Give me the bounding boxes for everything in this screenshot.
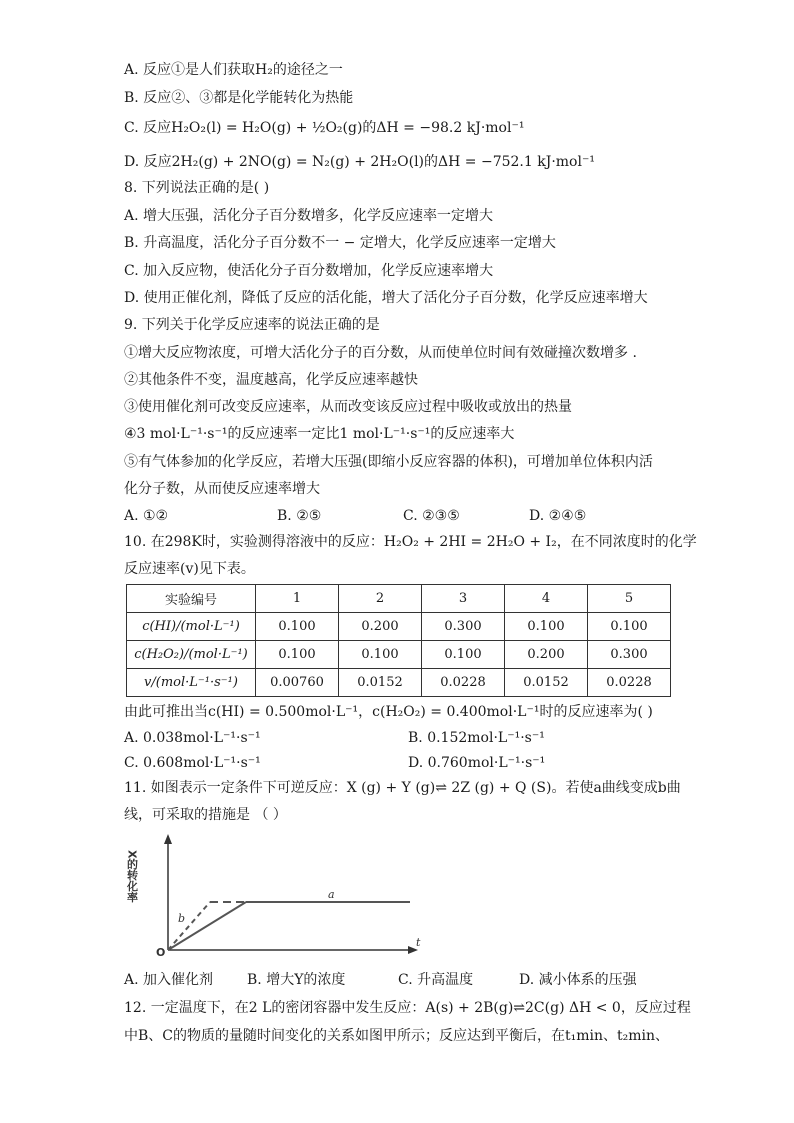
q8-option-c: C. 加入反应物，使活化分子百分数增加，化学反应速率增大 <box>124 263 494 279</box>
table-row <box>127 613 671 641</box>
table-cell: 0.100 <box>256 613 339 641</box>
table-cell: 0.0228 <box>422 669 505 697</box>
q11-choice-a: A. 加入催化剂 <box>124 972 214 988</box>
table-header-cell: 3 <box>422 585 505 613</box>
table-cell: 0.300 <box>588 641 671 669</box>
table-header-cell: 2 <box>339 585 422 613</box>
q9-choice-a: A. ①② <box>124 508 169 524</box>
q12-stem: 12. 一定温度下，在2 L的密闭容器中发生反应：A(s) + 2B(g)⇌2C(g) ΔH < 0，反应过程 <box>124 1000 691 1016</box>
conversion-graph <box>125 830 428 965</box>
q7-option-c: C. 反应H₂O₂(l) = H₂O(g) + ½O₂(g)的ΔH = −98.2 kJ·mol⁻¹ <box>124 120 525 136</box>
q9-choice-d: D. ②④⑤ <box>529 508 587 524</box>
table-cell: 0.00760 <box>256 669 339 697</box>
origin-label: O <box>156 946 166 959</box>
q9-choice-c: C. ②③⑤ <box>403 508 460 524</box>
q10-stem: 10. 在298K时，实验测得溶液中的反应：H₂O₂ + 2HI = 2H₂O + I₂，在不同浓度时的化学 <box>124 534 697 550</box>
q9-stem: 9. 下列关于化学反应速率的说法正确的是 <box>124 317 380 333</box>
q10-choice-b: B. 0.152mol·L⁻¹·s⁻¹ <box>408 730 545 746</box>
table-header-cell: 实验编号 <box>127 585 256 613</box>
table-header-cell: 5 <box>588 585 671 613</box>
q8-option-a: A. 增大压强，活化分子百分数增多，化学反应速率一定增大 <box>124 208 494 224</box>
q9-statement-5: ⑤有气体参加的化学反应，若增大压强(即缩小反应容器的体积)，可增加单位体积内活 <box>124 454 653 470</box>
q10-choice-a: A. 0.038mol·L⁻¹·s⁻¹ <box>124 730 261 746</box>
y-axis-label: X的转化率 <box>125 850 139 903</box>
q7-option-b: B. 反应②、③都是化学能转化为热能 <box>124 90 354 106</box>
curve-a-rise <box>168 902 246 950</box>
q8-option-d: D. 使用正催化剂，降低了反应的活化能，增大了活化分子百分数，化学反应速率增大 <box>124 290 648 306</box>
curve-a-label: a <box>328 888 335 901</box>
q9-choice-b: B. ②⑤ <box>277 508 322 524</box>
table-cell: 0.100 <box>256 641 339 669</box>
table-cell: 0.100 <box>505 613 588 641</box>
table-row-label: v/(mol·L⁻¹·s⁻¹) <box>127 669 256 697</box>
table-cell: 0.200 <box>505 641 588 669</box>
q9-statement-2: ②其他条件不变，温度越高，化学反应速率越快 <box>124 372 418 388</box>
table-row-label: c(HI)/(mol·L⁻¹) <box>127 613 256 641</box>
curve-b-label: b <box>178 912 186 925</box>
q11-stem: 11. 如图表示一定条件下可逆反应：X (g) + Y (g)⇌ 2Z (g) + Q (S)。若使a曲线变成b曲 <box>124 780 681 796</box>
table-cell: 0.200 <box>339 613 422 641</box>
table-row-label: c(H₂O₂)/(mol·L⁻¹) <box>127 641 256 669</box>
table-cell: 0.100 <box>339 641 422 669</box>
q10-stem-cont: 反应速率(v)见下表。 <box>124 561 255 577</box>
q11-choice-d: D. 减小体系的压强 <box>519 972 637 988</box>
q9-statement-4: ④3 mol·L⁻¹·s⁻¹的反应速率一定比1 mol·L⁻¹·s⁻¹的反应速率大 <box>124 426 515 442</box>
q7-option-a: A. 反应①是人们获取H₂的途径之一 <box>124 62 343 78</box>
table-header-cell: 4 <box>505 585 588 613</box>
q9-statement-1: ①增大反应物浓度，可增大活化分子的百分数，从而使单位时间有效碰撞次数增多 . <box>124 345 637 361</box>
q8-option-b: B. 升高温度，活化分子百分数不一 − 定增大，化学反应速率一定增大 <box>124 235 556 251</box>
q11-stem-cont: 线，可采取的措施是 （ ） <box>124 807 287 823</box>
table-row <box>127 585 671 613</box>
q12-stem-cont: 中B、C的物质的量随时间变化的关系如图甲所示；反应达到平衡后，在t₁min、t₂min、 <box>124 1028 670 1044</box>
q11-choice-b: B. 增大Y的浓度 <box>247 972 346 988</box>
table-cell: 0.100 <box>422 641 505 669</box>
table-cell: 0.0152 <box>505 669 588 697</box>
x-axis-label: t <box>416 936 421 949</box>
q7-option-d: D. 反应2H₂(g) + 2NO(g) = N₂(g) + 2H₂O(l)的ΔH = −752.1 kJ·mol⁻¹ <box>124 154 595 170</box>
q9-statement-5-cont: 化分子数，从而使反应速率增大 <box>124 481 320 497</box>
table-header-cell: 1 <box>256 585 339 613</box>
q11-choice-c: C. 升高温度 <box>398 972 474 988</box>
rate-table <box>126 584 671 697</box>
q10-choice-d: D. 0.760mol·L⁻¹·s⁻¹ <box>408 755 546 771</box>
q10-question: 由此可推出当c(HI) = 0.500mol·L⁻¹，c(H₂O₂) = 0.400mol·L⁻¹时的反应速率为( ) <box>124 704 653 720</box>
table-cell: 0.0152 <box>339 669 422 697</box>
q10-choice-c: C. 0.608mol·L⁻¹·s⁻¹ <box>124 755 261 771</box>
table-cell: 0.300 <box>422 613 505 641</box>
table-row <box>127 669 671 697</box>
table-row <box>127 641 671 669</box>
table-cell: 0.100 <box>588 613 671 641</box>
q9-statement-3: ③使用催化剂可改变反应速率，从而改变该反应过程中吸收或放出的热量 <box>124 399 572 415</box>
table-cell: 0.0228 <box>588 669 671 697</box>
y-axis-arrow-icon <box>164 834 172 844</box>
curve-b-rise <box>168 902 210 950</box>
q8-stem: 8. 下列说法正确的是( ) <box>124 180 270 196</box>
